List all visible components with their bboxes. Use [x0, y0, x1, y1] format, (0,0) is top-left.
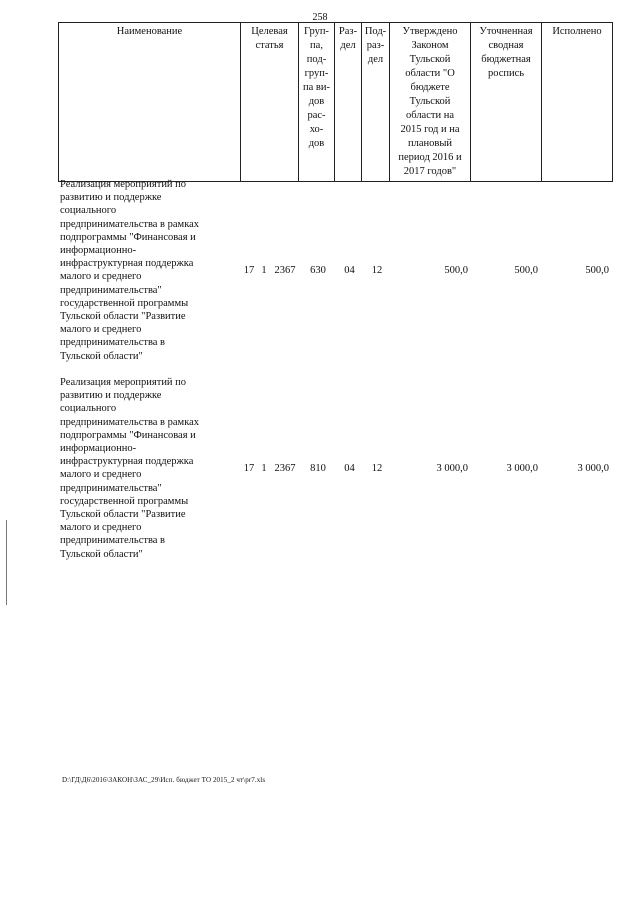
row-subsection: 12 [371, 463, 383, 474]
header-name: Наименование [59, 23, 241, 182]
header-executed: Исполнено [542, 23, 613, 182]
row-approved: 500,0 [444, 265, 468, 276]
header-section: Раз- дел [335, 23, 362, 182]
row-group: 810 [310, 463, 326, 474]
row-code3: 2367 [274, 265, 296, 276]
row-code2: 1 [261, 463, 267, 474]
row-section: 04 [344, 265, 355, 276]
margin-line [6, 520, 7, 605]
row-section: 04 [344, 463, 355, 474]
header-group: Груп- па, под- груп- па ви- дов рас- хо- дов [299, 23, 335, 182]
row-code1: 17 [243, 463, 255, 474]
row-code3: 2367 [274, 463, 296, 474]
header-target: Целевая статья [241, 23, 299, 182]
row-approved: 3 000,0 [436, 463, 468, 474]
row-executed: 500,0 [585, 265, 609, 276]
row-code2: 1 [261, 265, 267, 276]
page-number: 258 [312, 12, 328, 23]
header-approved: Утверждено Законом Тульской области "О бюджете Тульской области на 2015 год и на плановый период 2016 и 2017 годов" [390, 23, 471, 182]
row-executed: 3 000,0 [577, 463, 609, 474]
row-name: Реализация мероприятий по развитию и поддержке социального предпринимательства в рамках подпрограммы "Финансовая и информационно- инфраструктурная поддержка малого и среднего предпринимательства" государственной программы Тульской области "Развитие малого и среднего предпринимательства в Тульской области" [60, 179, 200, 362]
header-subsection: Под- раз- дел [362, 23, 390, 182]
row-subsection: 12 [371, 265, 383, 276]
header-refined: Уточненная сводная бюджетная роспись [471, 23, 542, 182]
row-refined: 500,0 [514, 265, 538, 276]
row-name: Реализация мероприятий по развитию и поддержке социального предпринимательства в рамках подпрограммы "Финансовая и информационно- инфраструктурная поддержка малого и среднего предпринимательства" государственной программы Тульской области "Развитие малого и среднего предпринимательства в Тульской области" [60, 377, 200, 560]
table-row [58, 178, 612, 362]
table-row [58, 376, 612, 560]
row-group: 630 [310, 265, 326, 276]
table-header [58, 22, 613, 182]
row-code1: 17 [243, 265, 255, 276]
footer-file-path: D:\ГД\Д6\2016\ЗАКОН\ЗАС_29\Исп. бюджет ТО 2015_2 чт\pr7.xls [62, 776, 266, 784]
row-refined: 3 000,0 [506, 463, 538, 474]
